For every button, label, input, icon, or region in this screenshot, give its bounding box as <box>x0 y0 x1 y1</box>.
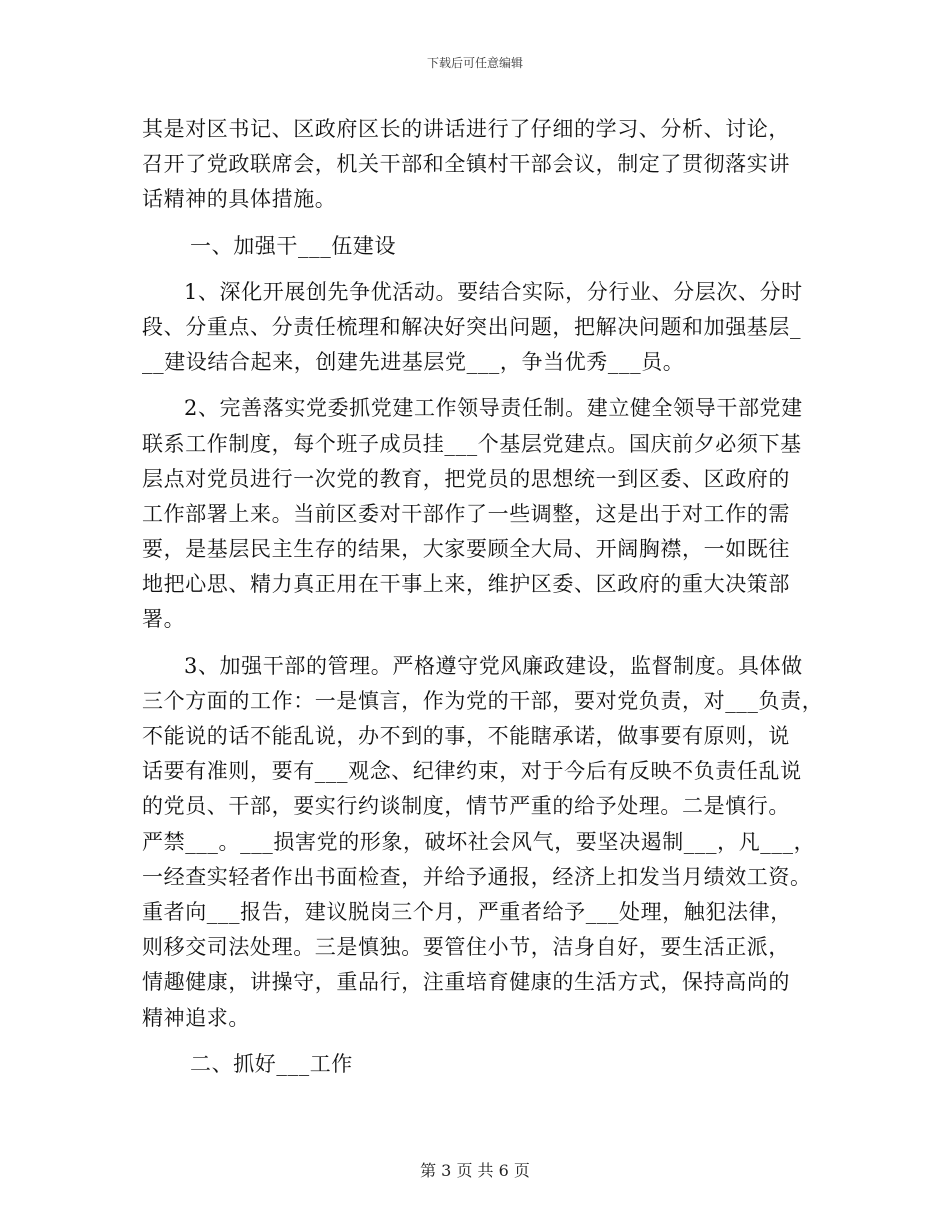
text-line: 话要有准则，要有___观念、纪律约束，对于今后有反映不负责任乱说 <box>142 759 802 784</box>
section-heading-1: 一、加强干___伍建设 <box>190 233 397 258</box>
text-line: 层点对党员进行一次党的教育，把党员的思想统一到区委、区政府的 <box>142 466 790 491</box>
text-line: 重者向___报告，建议脱岗三个月，严重者给予___处理，触犯法律， <box>142 899 792 924</box>
text-line: 精神追求。 <box>142 1005 250 1030</box>
paragraph-4 <box>142 649 822 1036</box>
text-line: 则移交司法处理。三是慎独。要管住小节，洁身自好，要生活正派， <box>142 935 790 960</box>
text-line: 段、分重点、分责任梳理和解决好突出问题，把解决问题和加强基层_ <box>142 314 802 339</box>
text-line: 不能说的话不能乱说，办不到的事，不能瞎承诺，做事要有原则，说 <box>142 724 790 748</box>
text-line: 的党员、干部，要实行约谈制度，情节严重的给予处理。二是慎行。 <box>142 794 790 819</box>
text-line: 联系工作制度，每个班子成员挂___个基层党建点。国庆前夕必须下基 <box>142 431 802 456</box>
text-line: 严禁___。___损害党的形象，破坏社会风气，要坚决遏制___，凡___， <box>142 829 816 854</box>
text-line: 地把心思、精力真正用在干事上来，维护区委、区政府的重大决策部 <box>142 572 790 597</box>
document-body <box>142 112 822 1082</box>
text-line: 要，是基层民主生存的结果，大家要顾全大局、开阔胸襟，一如既往 <box>142 537 790 562</box>
text-line: 召开了党政联席会，机关干部和全镇村干部会议，制定了贯彻落实讲 <box>142 152 790 177</box>
page-number: 第 3 页 共 6 页 <box>420 1161 530 1180</box>
text-line: 署。 <box>142 607 186 632</box>
section-heading-2: 二、抓好___工作 <box>190 1051 353 1076</box>
text-line: 1、深化开展创先争优活动。要结合实际，分行业、分层次、分时 <box>184 279 803 304</box>
text-line: __建设结合起来，创建先进基层党___，争当优秀___员。 <box>142 350 685 375</box>
text-line: 其是对区书记、区政府区长的讲话进行了仔细的学习、分析、讨论， <box>142 117 790 141</box>
text-line: 话精神的具体措施。 <box>142 187 337 212</box>
text-line: 3、加强干部的管理。严格遵守党风廉政建设，监督制度。具体做 <box>184 653 803 678</box>
page-header: 下载后可任意编辑 <box>426 56 523 70</box>
paragraph-3 <box>142 391 822 637</box>
paragraph-2 <box>142 275 822 381</box>
text-line: 一经查实轻者作出书面检查，并给予通报，经济上扣发当月绩效工资。 <box>142 864 812 889</box>
text-line: 2、完善落实党委抓党建工作领导责任制。建立健全领导干部党建 <box>184 396 803 421</box>
text-line: 工作部署上来。当前区委对干部作了一些调整，这是出于对工作的需 <box>142 501 790 526</box>
text-line: 情趣健康，讲操守，重品行，注重培育健康的生活方式，保持高尚的 <box>142 970 790 995</box>
text-line: 三个方面的工作：一是慎言，作为党的干部，要对党负责，对___负责， <box>142 688 824 713</box>
paragraph-1 <box>142 112 822 218</box>
